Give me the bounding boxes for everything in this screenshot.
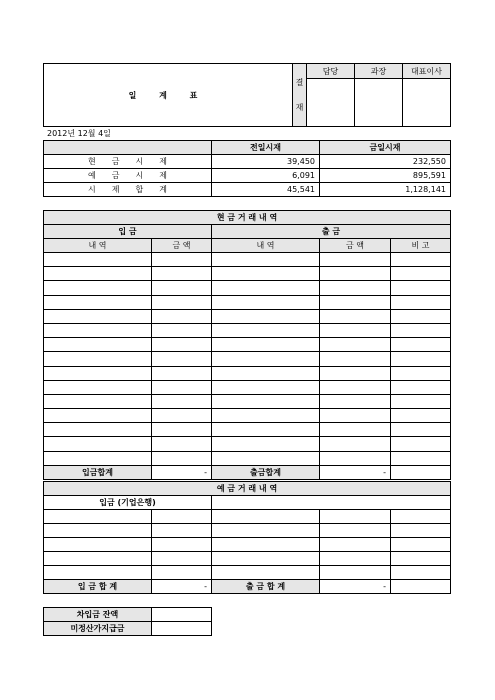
- cash-row: [44, 451, 451, 465]
- ledger-cell[interactable]: [152, 423, 212, 437]
- ledger-cell[interactable]: [152, 451, 212, 465]
- ledger-cell[interactable]: [391, 366, 451, 380]
- ledger-cell[interactable]: [44, 437, 152, 451]
- ledger-cell[interactable]: [391, 510, 451, 524]
- ledger-cell[interactable]: [391, 437, 451, 451]
- cash-section-title: 현 금 거 래 내 역: [44, 211, 451, 225]
- ledger-cell[interactable]: [320, 281, 391, 295]
- ledger-cell[interactable]: [44, 281, 152, 295]
- summary-prev-value: 45,541: [212, 183, 320, 197]
- sign-box-staff[interactable]: [307, 79, 355, 127]
- ledger-cell[interactable]: [212, 380, 320, 394]
- ledger-cell[interactable]: [391, 323, 451, 337]
- ledger-cell[interactable]: [320, 380, 391, 394]
- cash-row: [44, 295, 451, 309]
- ledger-cell[interactable]: [44, 423, 152, 437]
- summary-corner: [44, 141, 212, 155]
- cash-row: [44, 437, 451, 451]
- ledger-cell[interactable]: [44, 338, 152, 352]
- ledger-cell[interactable]: [320, 352, 391, 366]
- cash-row: [44, 423, 451, 437]
- approver-ceo: 대표이사: [403, 64, 451, 79]
- ledger-cell[interactable]: [391, 552, 451, 566]
- ledger-cell[interactable]: [320, 253, 391, 267]
- cash-row: [44, 281, 451, 295]
- ledger-cell[interactable]: [391, 566, 451, 580]
- summary-col-prev: 전일시재: [212, 141, 320, 155]
- ledger-cell[interactable]: [44, 295, 152, 309]
- ledger-cell[interactable]: [391, 352, 451, 366]
- ledger-cell[interactable]: [44, 552, 152, 566]
- ledger-cell[interactable]: [212, 338, 320, 352]
- cash-row: [44, 409, 451, 423]
- col-outgo-desc: 내 역: [212, 239, 320, 253]
- cash-row: [44, 352, 451, 366]
- deposit-income-header: 입금 (기업은행): [44, 496, 212, 510]
- ledger-cell[interactable]: [44, 352, 152, 366]
- loan-balance-value[interactable]: [152, 608, 212, 622]
- deposit-row: [44, 524, 451, 538]
- ledger-cell[interactable]: [391, 281, 451, 295]
- ledger-cell[interactable]: [212, 552, 320, 566]
- deposit-total-note[interactable]: [391, 580, 451, 594]
- cash-outgo-total-label: 출금합계: [212, 465, 320, 479]
- ledger-cell[interactable]: [152, 552, 212, 566]
- ledger-cell[interactable]: [212, 295, 320, 309]
- ledger-cell[interactable]: [320, 538, 391, 552]
- summary-prev-value: 39,450: [212, 155, 320, 169]
- unsettled-advance-label: 미정산가지급금: [44, 622, 152, 636]
- deposit-section-title: 예 금 거 래 내 역: [44, 482, 451, 496]
- ledger-cell[interactable]: [44, 524, 152, 538]
- ledger-cell[interactable]: [320, 524, 391, 538]
- ledger-cell[interactable]: [152, 323, 212, 337]
- summary-col-today: 금일시재: [320, 141, 451, 155]
- ledger-cell[interactable]: [212, 309, 320, 323]
- ledger-cell[interactable]: [152, 409, 212, 423]
- approval-label-top: 결: [295, 78, 304, 87]
- ledger-cell[interactable]: [391, 451, 451, 465]
- ledger-cell[interactable]: [152, 366, 212, 380]
- cash-row: [44, 309, 451, 323]
- deposit-income-total-label: 입 금 합 계: [44, 580, 152, 594]
- ledger-cell[interactable]: [44, 309, 152, 323]
- ledger-cell[interactable]: [152, 338, 212, 352]
- summary-table: [43, 140, 451, 197]
- ledger-cell[interactable]: [44, 323, 152, 337]
- ledger-cell[interactable]: [212, 253, 320, 267]
- cash-income-total: -: [152, 465, 212, 479]
- deposit-income-total: -: [152, 580, 212, 594]
- ledger-cell[interactable]: [320, 338, 391, 352]
- cash-row: [44, 380, 451, 394]
- deposit-rows: [44, 510, 451, 580]
- ledger-cell[interactable]: [212, 267, 320, 281]
- ledger-cell[interactable]: [391, 423, 451, 437]
- ledger-cell[interactable]: [212, 524, 320, 538]
- cash-row: [44, 267, 451, 281]
- ledger-cell[interactable]: [391, 394, 451, 408]
- cash-transactions-table: [43, 210, 451, 480]
- summary-label: 시 제 합 계: [44, 183, 212, 197]
- ledger-cell[interactable]: [320, 267, 391, 281]
- sign-box-manager[interactable]: [355, 79, 403, 127]
- deposit-outgo-total: -: [320, 580, 391, 594]
- ledger-cell[interactable]: [152, 538, 212, 552]
- col-income-desc: 내 역: [44, 239, 152, 253]
- ledger-cell[interactable]: [391, 267, 451, 281]
- ledger-cell[interactable]: [212, 394, 320, 408]
- ledger-cell[interactable]: [44, 394, 152, 408]
- cash-income-header: 입 금: [44, 225, 212, 239]
- cash-outgo-total: -: [320, 465, 391, 479]
- ledger-cell[interactable]: [320, 451, 391, 465]
- ledger-cell[interactable]: [44, 380, 152, 394]
- cash-income-total-label: 입금합계: [44, 465, 152, 479]
- ledger-cell[interactable]: [44, 253, 152, 267]
- header-table: [43, 63, 451, 127]
- approval-label-bottom: 재: [295, 103, 304, 112]
- ledger-cell[interactable]: [391, 295, 451, 309]
- document-title: 일 계 표: [44, 64, 293, 127]
- ledger-cell[interactable]: [391, 524, 451, 538]
- ledger-cell[interactable]: [152, 253, 212, 267]
- ledger-cell[interactable]: [212, 423, 320, 437]
- cash-row: [44, 394, 451, 408]
- ledger-cell[interactable]: [320, 394, 391, 408]
- ledger-cell[interactable]: [320, 437, 391, 451]
- approver-staff: 담당: [307, 64, 355, 79]
- ledger-cell[interactable]: [212, 510, 320, 524]
- ledger-cell[interactable]: [320, 409, 391, 423]
- ledger-cell[interactable]: [44, 538, 152, 552]
- deposit-outgo-header: [212, 496, 451, 510]
- cash-row: [44, 338, 451, 352]
- cash-rows: [44, 253, 451, 466]
- ledger-cell[interactable]: [44, 366, 152, 380]
- ledger-cell[interactable]: [212, 352, 320, 366]
- ledger-cell[interactable]: [212, 538, 320, 552]
- cash-row: [44, 253, 451, 267]
- approval-label: [293, 64, 307, 127]
- ledger-cell[interactable]: [391, 538, 451, 552]
- deposit-row: [44, 538, 451, 552]
- ledger-cell[interactable]: [44, 451, 152, 465]
- ledger-cell[interactable]: [212, 409, 320, 423]
- ledger-cell[interactable]: [44, 409, 152, 423]
- summary-prev-value: 6,091: [212, 169, 320, 183]
- ledger-cell[interactable]: [212, 451, 320, 465]
- ledger-cell[interactable]: [320, 309, 391, 323]
- cash-row: [44, 323, 451, 337]
- deposit-outgo-total-label: 출 금 합 계: [212, 580, 320, 594]
- ledger-cell[interactable]: [320, 366, 391, 380]
- ledger-cell[interactable]: [212, 281, 320, 295]
- ledger-cell[interactable]: [320, 295, 391, 309]
- summary-today-value: 1,128,141: [320, 183, 451, 197]
- loan-balance-label: 차입금 잔액: [44, 608, 152, 622]
- ledger-cell[interactable]: [391, 380, 451, 394]
- ledger-cell[interactable]: [320, 510, 391, 524]
- summary-today-value: 895,591: [320, 169, 451, 183]
- cash-outgo-header: 출 금: [212, 225, 451, 239]
- ledger-cell[interactable]: [212, 323, 320, 337]
- deposit-row: [44, 566, 451, 580]
- ledger-cell[interactable]: [320, 423, 391, 437]
- ledger-cell[interactable]: [152, 352, 212, 366]
- report-date: 2012년 12월 4일: [47, 129, 111, 138]
- deposit-row: [44, 510, 451, 524]
- ledger-cell[interactable]: [391, 409, 451, 423]
- col-note: 비 고: [391, 239, 451, 253]
- ledger-cell[interactable]: [391, 309, 451, 323]
- ledger-cell[interactable]: [152, 295, 212, 309]
- ledger-cell[interactable]: [212, 437, 320, 451]
- ledger-cell[interactable]: [152, 281, 212, 295]
- ledger-cell[interactable]: [391, 338, 451, 352]
- ledger-cell[interactable]: [152, 380, 212, 394]
- ledger-cell[interactable]: [152, 510, 212, 524]
- cash-total-note[interactable]: [391, 465, 451, 479]
- ledger-cell[interactable]: [152, 267, 212, 281]
- ledger-cell[interactable]: [320, 552, 391, 566]
- ledger-cell[interactable]: [152, 309, 212, 323]
- ledger-cell[interactable]: [320, 566, 391, 580]
- ledger-cell[interactable]: [212, 566, 320, 580]
- balance-table: [43, 607, 212, 636]
- approver-manager: 과장: [355, 64, 403, 79]
- ledger-cell[interactable]: [391, 253, 451, 267]
- ledger-cell[interactable]: [152, 566, 212, 580]
- ledger-cell[interactable]: [212, 366, 320, 380]
- col-income-amount: 금 액: [152, 239, 212, 253]
- ledger-cell[interactable]: [44, 510, 152, 524]
- ledger-cell[interactable]: [152, 437, 212, 451]
- summary-label: 예 금 시 제: [44, 169, 212, 183]
- ledger-cell[interactable]: [320, 323, 391, 337]
- ledger-cell[interactable]: [152, 524, 212, 538]
- ledger-cell[interactable]: [44, 566, 152, 580]
- sign-box-ceo[interactable]: [403, 79, 451, 127]
- ledger-cell[interactable]: [152, 394, 212, 408]
- cash-row: [44, 366, 451, 380]
- ledger-cell[interactable]: [44, 267, 152, 281]
- summary-today-value: 232,550: [320, 155, 451, 169]
- summary-label: 현 금 시 제: [44, 155, 212, 169]
- deposit-transactions-table: [43, 481, 451, 594]
- unsettled-advance-value[interactable]: [152, 622, 212, 636]
- deposit-row: [44, 552, 451, 566]
- col-outgo-amount: 금 액: [320, 239, 391, 253]
